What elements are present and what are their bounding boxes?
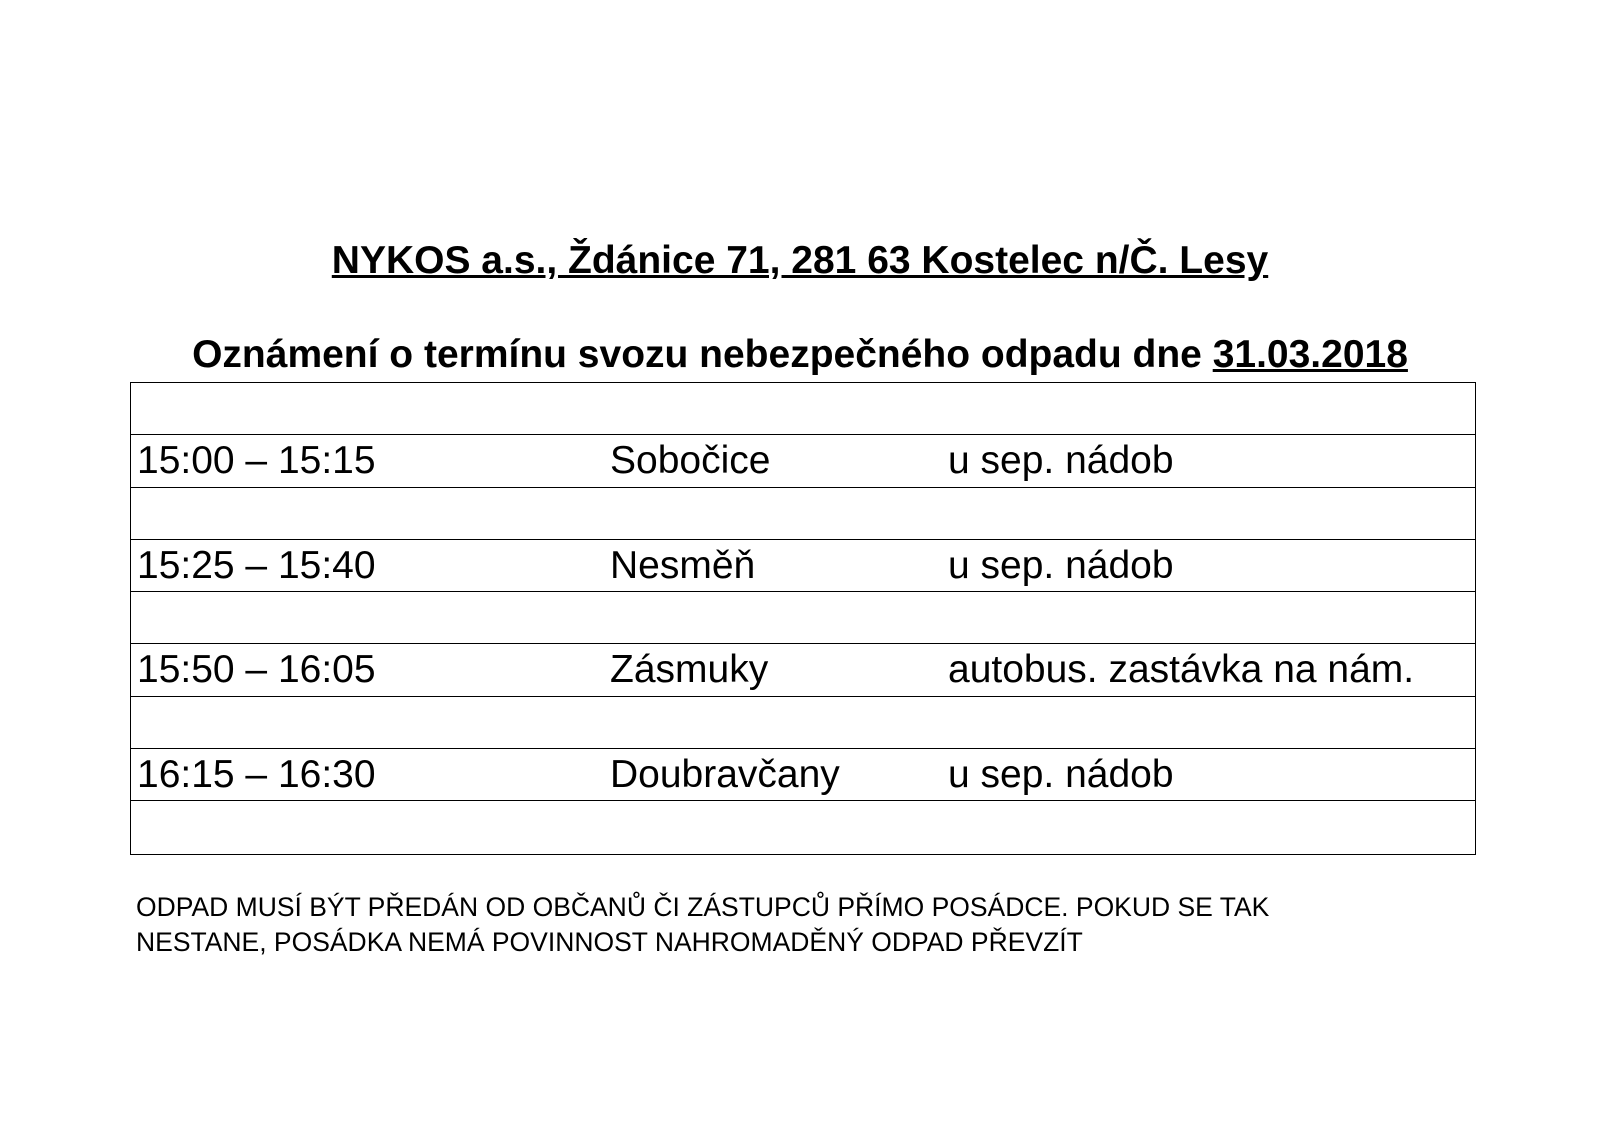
announcement-text: Oznámení o termínu svozu nebezpečného odpadu dne <box>192 333 1213 376</box>
place-cell: Zásmuky <box>610 648 769 692</box>
time-cell: 15:25 – 15:40 <box>137 543 376 587</box>
schedule-row <box>131 540 1475 592</box>
empty-row <box>131 488 1475 540</box>
handover-notice <box>136 890 1496 960</box>
notice-line: ODPAD MUSÍ BÝT PŘEDÁN OD OBČANŮ ČI ZÁSTUPCŮ PŘÍMO POSÁDCE. POKUD SE TAK <box>136 892 1270 922</box>
location-cell: u sep. nádob <box>948 753 1174 797</box>
time-cell: 15:50 – 16:05 <box>137 648 376 692</box>
place-cell: Sobočice <box>610 439 771 483</box>
time-cell: 15:00 – 15:15 <box>137 439 376 483</box>
schedule-row <box>131 749 1475 801</box>
schedule-row <box>131 435 1475 487</box>
location-cell: autobus. zastávka na nám. <box>948 648 1415 692</box>
place-cell: Nesměň <box>610 543 756 587</box>
notice-line: NESTANE, POSÁDKA NEMÁ POVINNOST NAHROMADĚNÝ ODPAD PŘEVZÍT <box>136 927 1083 957</box>
collection-schedule-table <box>130 382 1476 855</box>
location-cell: u sep. nádob <box>948 543 1174 587</box>
empty-row <box>131 592 1475 644</box>
empty-row <box>131 801 1475 853</box>
schedule-row <box>131 644 1475 696</box>
empty-row <box>131 697 1475 749</box>
collection-date: 31.03.2018 <box>1212 333 1408 376</box>
location-cell: u sep. nádob <box>948 439 1174 483</box>
time-cell: 16:15 – 16:30 <box>137 753 376 797</box>
company-address-heading: NYKOS a.s., Ždánice 71, 281 63 Kostelec n/Č. Lesy <box>331 239 1269 282</box>
empty-row <box>131 383 1475 435</box>
announcement-heading <box>0 332 1600 378</box>
place-cell: Doubravčany <box>610 753 840 797</box>
